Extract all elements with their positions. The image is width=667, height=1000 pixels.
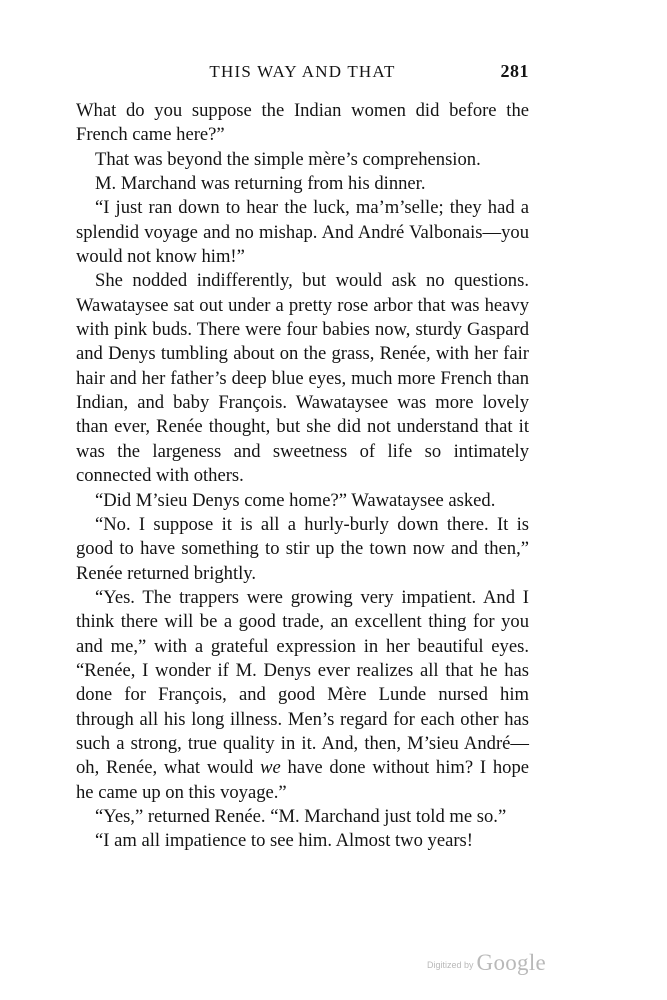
paragraph: What do you suppose the Indian women did before the French came here?” <box>76 100 529 146</box>
paragraph-text-before: “Yes. The trappers were growing very impatient. And I think there will be a good trade, an excellent thing for you and me,” with a grateful expression in her beautiful eyes. “Renée, I wonder if M. Denys ever realizes all that he has done for François, and good Mère Lunde nursed him through all his long illness. Men’s regard for each other has such a strong, true quality in it. And, then, M’sieu André—oh, Renée, what would <box>76 586 529 779</box>
paragraph: “Did M’sieu Denys come home?” Wawataysee asked. <box>95 489 496 511</box>
paragraph: “I am all impatience to see him. Almost two years! <box>95 830 473 852</box>
watermark-prefix: Digitized by <box>427 960 474 970</box>
paragraph-text-after: have done without him? I hope he came up on this voyage.” <box>76 757 529 803</box>
paragraph: “Yes,” returned Renée. “M. Marchand just told me so.” <box>95 805 507 827</box>
page-number: 281 <box>500 61 529 81</box>
paragraph: That was beyond the simple mère’s comprehension. <box>95 148 481 170</box>
paragraph: M. Marchand was returning from his dinner. <box>95 173 426 195</box>
paragraph: “I just ran down to hear the luck, ma’m’selle; they had a splendid voyage and no mishap. And André Valbonais—you would not know him!” <box>76 197 529 268</box>
emphasis-word: we <box>260 757 281 779</box>
google-logo: Google <box>476 950 547 975</box>
running-title: THIS WAY AND THAT <box>209 62 396 81</box>
paragraph: “No. I suppose it is all a hurly-burly down there. It is good to have something to stir up the town now and then,” Renée returned brightly. <box>76 513 529 584</box>
digitized-watermark <box>427 950 546 980</box>
paragraph: She nodded indifferently, but would ask no questions. Wawataysee sat out under a pretty rose arbor that was heavy with pink buds. There were four babies now, sturdy Gaspard and Denys tumbling about on the grass, Renée, with her fair hair and her father’s deep blue eyes, much more French than Indian, and baby François. Wawataysee was more lovely than ever, Renée thought, but she did not understand that it was the largeness and sweetness of life so intimately connected with others. <box>76 270 529 487</box>
running-head <box>76 62 529 86</box>
body-text <box>76 99 529 854</box>
paragraph <box>76 586 529 805</box>
